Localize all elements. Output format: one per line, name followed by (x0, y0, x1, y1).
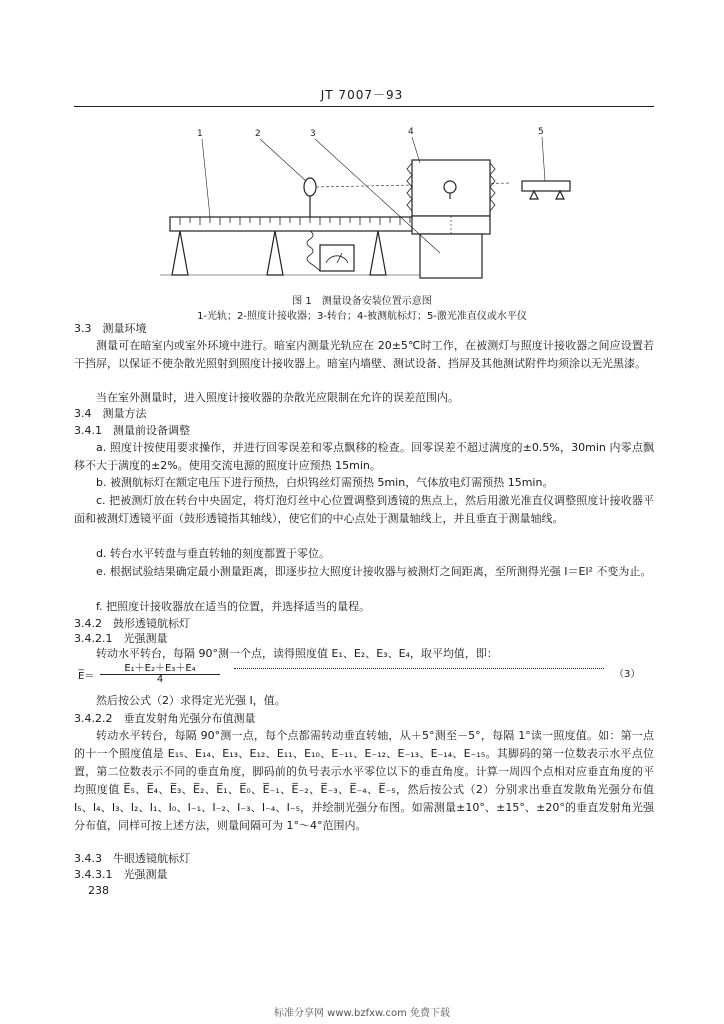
list-item: b. 被测航标灯在额定电压下进行预热，白炽钨丝灯需预热 5min，气体放电灯需预热 15min。 (96, 476, 554, 489)
callout-5: 5 (538, 127, 544, 137)
paragraph: 然后按公式（2）求得定光光强 I，值。 (96, 694, 286, 707)
formula-numerator: E₁＋E₂＋E₃＋E₄ (100, 659, 220, 675)
callout-2: 2 (255, 129, 261, 139)
list-item: a. 照度计按使用要求操作，并进行回零误差和零点飘移的检查。回零误差不超过满度的±0.5%，30min 内零点飘移不大于满度的±2%。使用交流电源的照度计应预热 15min。 (74, 441, 654, 472)
list-item: f. 把照度计接收器放在适当的位置，并选择适当的量程。 (96, 600, 371, 613)
page-number: 238 (88, 884, 109, 897)
rail-support (370, 231, 386, 275)
formula-3 (74, 659, 654, 689)
callout-3: 3 (310, 129, 316, 139)
doc-header: JT 7007－93 (320, 88, 404, 102)
callout-4: 4 (408, 127, 414, 137)
paragraph: 当在室外测量时，进入照度计接收器的杂散光应限制在允许的误差范围内。 (96, 391, 459, 404)
laser-collimator (522, 181, 570, 191)
subsection-heading: 3.4.2 鼓形透镜航标灯 (74, 617, 190, 630)
rail-support (172, 231, 188, 275)
rail-support (267, 231, 283, 275)
subsection-heading: 3.4.2.2 垂直发射角光强分布值测量 (74, 712, 256, 725)
subsection-heading: 3.4.1 测量前设备调整 (74, 424, 190, 437)
callout-1: 1 (197, 129, 203, 139)
illuminance-meter (320, 245, 354, 271)
list-item: e. 根据试验结果确定最小测量距离，即逐步拉大照度计接收器与被测灯之间距离，至所测得光强 I＝El² 不变为止。 (96, 565, 652, 578)
formula-denominator: 4 (156, 674, 164, 685)
paragraph: 测量可在暗室内或室外环境中进行。暗室内测量光轨应在 20±5℃时工作，在被测灯与照度计接收器之间应设置若干挡屏，以保证不使杂散光照射到照度计接收器上。暗室内墙壁、测试设备、挡屏及其他测试附件均须涂以无光黑漆。 (74, 339, 654, 370)
paragraph: 转动水平转台，每隔 90°测一点，每个点都需转动垂直转轴，从＋5°测至－5°，每隔 1°读一照度值。如：第一点的十一个照度值是 E₁₅、E₁₄、E₁₃、E₁₂、E₁₁、E₁₀、E₋₁₁、E₋₁₂、E₋₁₃、E₋₁₄、E₋₁₅。其脚码的第一位数表示水平点位置，第二位数表示不同的垂直角度，脚码前的负号表示水平零位以下的垂直角度。计算一周四个点相对应垂直角度的平均照度值 E̅₅、E̅₄、E̅₃、E̅₂、E̅₁、E̅₀、E̅₋₁、E̅₋₂、E̅₋₃、E̅₋₄、E̅₋₅，然后按公式（2）分别求出垂直发散角光强分布值 I₅、I₄、I₃、I₂、I₁、I₀、I₋₁、I₋₂、I₋₃、I₋₄、I₋₅，并绘制光强分布图。如需测量±10°、±15°、±20°的垂直发射角光强分布值，同样可按上述方法，则量间隔可为 1°～4°范围内。 (74, 729, 654, 832)
figure-caption: 图 1 测量设备安装位置示意图 (292, 296, 432, 307)
paragraph: 转动水平转台，每隔 90°测一个点，读得照度值 E₁、E₂、E₃、E₄，取平均值，即： (96, 647, 498, 660)
formula-leader (234, 668, 604, 669)
formula-lhs: E̅＝ (78, 671, 95, 682)
figure-legend: 1-光轨；2-照度计接收器；3-转台；4-被测航标灯；5-激光准直仪或水平仪 (197, 311, 527, 322)
list-item: c. 把被测灯放在转台中央固定，将灯泡灯丝中心位置调整到透镜的焦点上，然后用激光准直仪调整照度计接收器平面和被测灯透镜平面（鼓形透镜指其轴线），使它们的中心点处于测量轴线上，并且垂直于测量轴线。 (74, 494, 654, 525)
setup-diagram (150, 125, 590, 295)
section-heading: 3.4 测量方法 (74, 407, 147, 420)
formula-number: （3） (614, 669, 641, 680)
subsection-heading: 3.4.3 牛眼透镜航标灯 (74, 852, 190, 865)
header-rule (74, 106, 654, 107)
list-item: d. 转台水平转盘与垂直转轴的刻度都置于零位。 (96, 547, 330, 560)
subsection-heading: 3.4.2.1 光强测量 (74, 632, 168, 645)
subsection-heading: 3.4.3.1 光强测量 (74, 868, 168, 881)
section-heading: 3.3 测量环境 (74, 322, 147, 335)
footer-watermark: 标准分享网 www.bzfxw.com 免费下载 (274, 1008, 450, 1019)
